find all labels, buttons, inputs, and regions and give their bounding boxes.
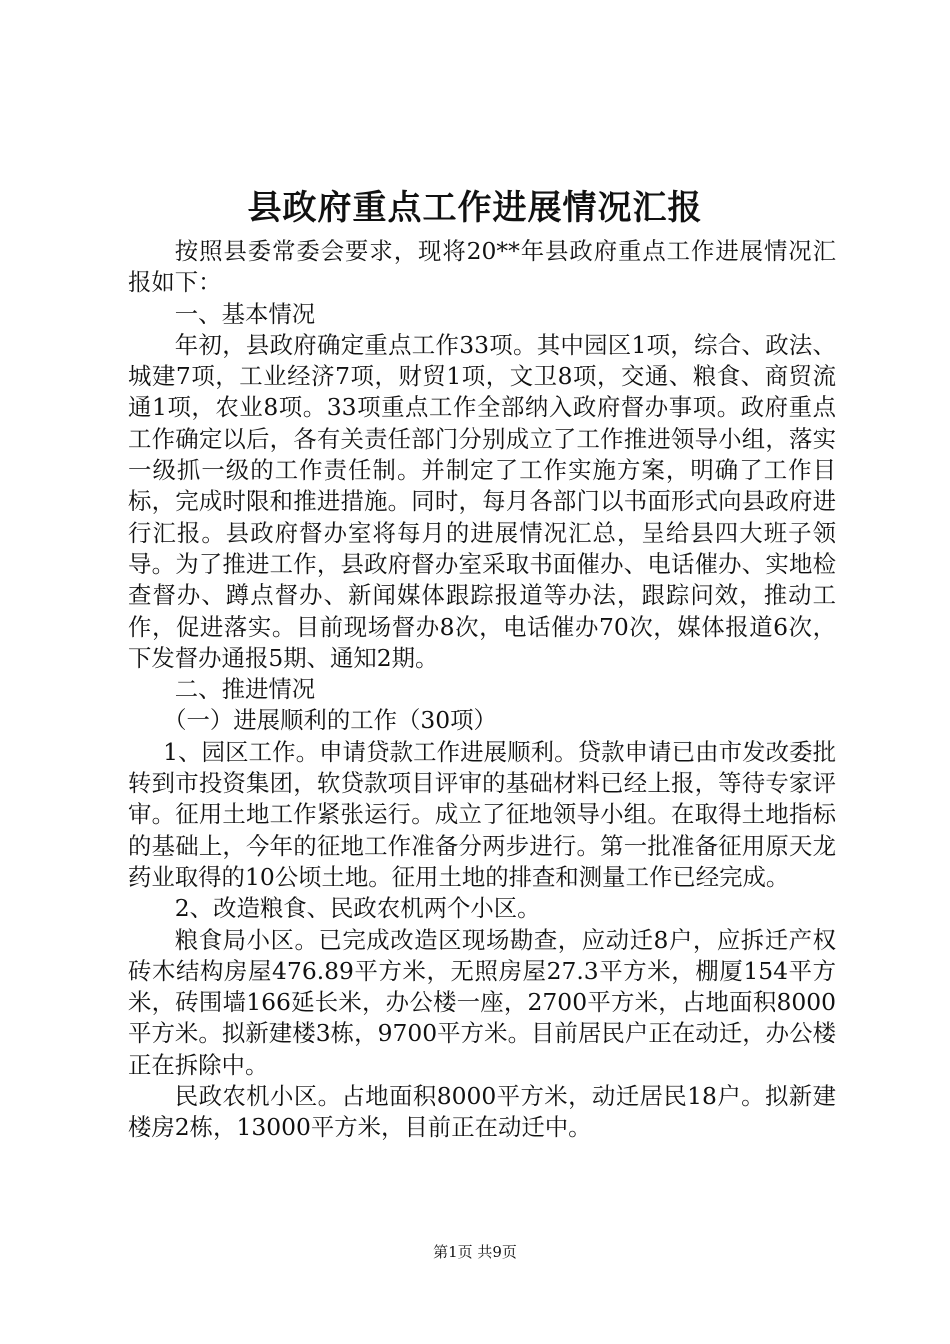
grain-bureau-paragraph: 粮食局小区。已完成改造区现场勘查，应动迁8户，应拆迁产权砖木结构房屋476.89平方米，无照房屋27.3平方米，棚厦154平方米，砖围墙166延长米，办公楼一座，2700平方米，占地面积8000平方米。拟新建楼3栋，9700平方米。目前居民户正在动迁，办公楼正在拆除中。 (128, 925, 836, 1079)
civil-affairs-paragraph: 民政农机小区。占地面积8000平方米，动迁居民18户。拟新建楼房2栋，13000平方米，目前正在动迁中。 (128, 1082, 836, 1142)
document-title: 县政府重点工作进展情况汇报 (247, 188, 703, 228)
park-work-paragraph: 1、园区工作。申请贷款工作进展顺利。贷款申请已由市发改委批转到市投资集团，软贷款项目评审的基础材料已经上报，等待专家评审。征用土地工作紧张运行。成立了征地领导小组。在取得土地指标的基础上，今年的征地工作准备分两步进行。第一批准备征用原天龙药业取得的10公顷土地。征用土地的排查和测量工作已经完成。 (128, 737, 836, 891)
section-heading-basic: 一、基本情况 (174, 299, 316, 328)
renovation-heading-paragraph: 2、改造粮食、民政农机两个小区。 (174, 894, 541, 923)
intro-paragraph: 按照县委常委会要求，现将20**年县政府重点工作进展情况汇报如下： (128, 237, 836, 297)
page-number-footer: 第1页 共9页 (433, 1243, 517, 1261)
document-body (128, 236, 836, 1144)
basic-situation-paragraph: 年初，县政府确定重点工作33项。其中园区1项，综合、政法、城建7项，工业经济7项，财贸1项，文卫8项，交通、粮食、商贸流通1项，农业8项。33项重点工作全部纳入政府督办事项。政府重点工作确定以后，各有关责任部门分别成立了工作推进领导小组，落实一级抓一级的工作责任制。并制定了工作实施方案，明确了工作目标，完成时限和推进措施。同时，每月各部门以书面形式向县政府进行汇报。县政府督办室将每月的进展情况汇总，呈给县四大班子领导。为了推进工作，县政府督办室采取书面催办、电话催办、实地检查督办、蹲点督办、新闻媒体跟踪报道等办法，跟踪问效，推动工作，促进落实。目前现场督办8次，电话催办70次，媒体报道6次，下发督办通报5期、通知2期。 (128, 330, 836, 672)
subsection-heading-smooth: （一）进展顺利的工作（30项） (163, 706, 497, 735)
section-heading-progress: 二、推进情况 (174, 675, 316, 704)
